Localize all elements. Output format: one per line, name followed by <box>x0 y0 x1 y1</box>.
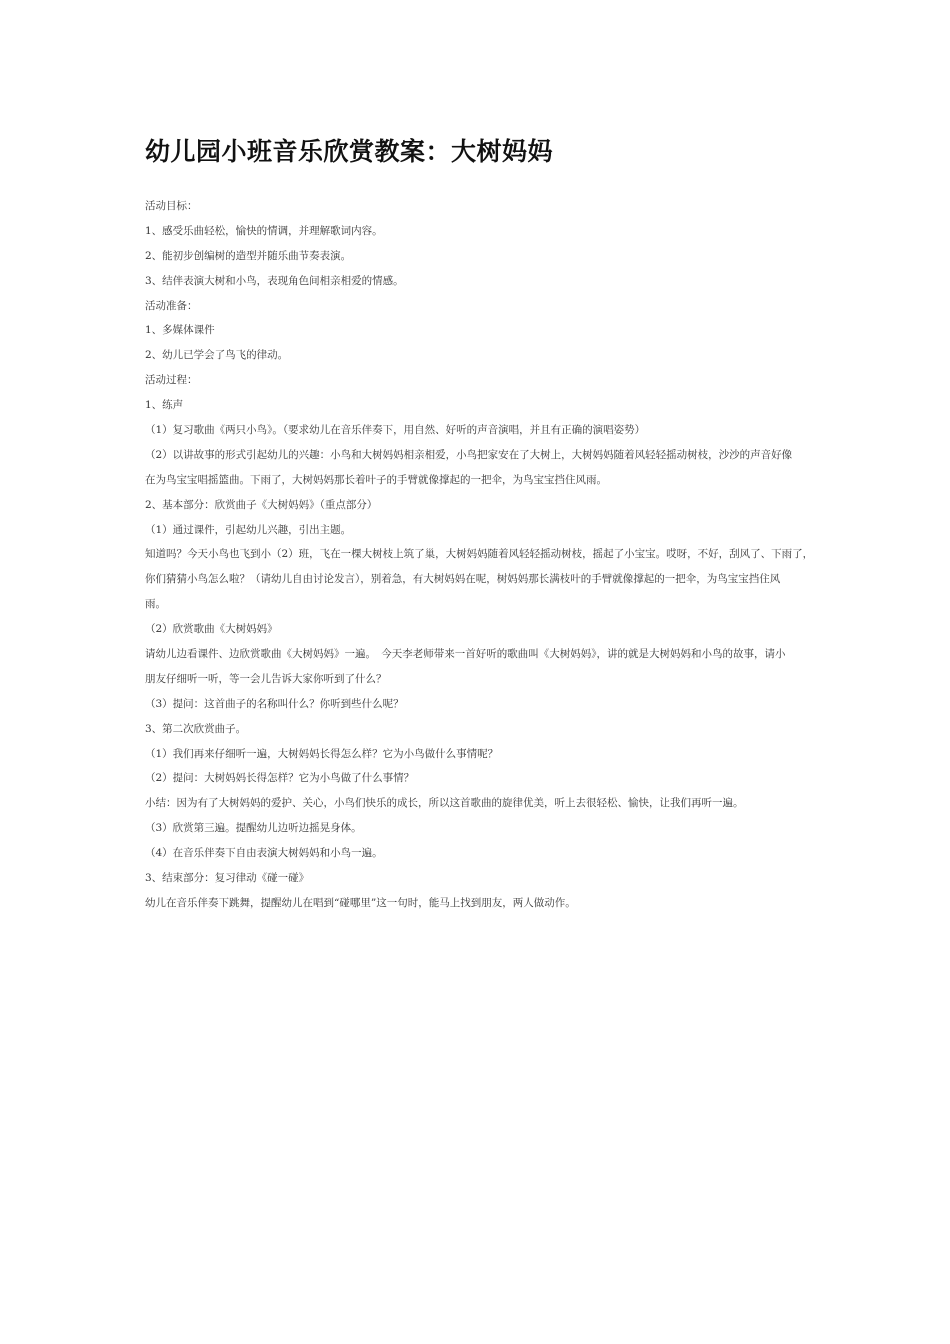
process-step-heading: 3、第二次欣赏曲子。 <box>145 722 247 735</box>
body-paragraph-line: （2）以讲故事的形式引起幼儿的兴趣：小鸟和大树妈妈相亲相爱，小鸟把家安在了大树上，大树妈妈随着风轻轻摇动树枝，沙沙的声音好像 <box>145 448 793 461</box>
body-paragraph-line: 在为鸟宝宝唱摇篮曲。下雨了，大树妈妈那长着叶子的手臂就像撑起的一把伞，为鸟宝宝挡住风雨。 <box>145 473 607 486</box>
body-paragraph-line: （3）欣赏第三遍。提醒幼儿边听边摇晃身体。 <box>145 822 362 835</box>
section-heading-goals: 活动目标： <box>145 200 198 212</box>
preparation-item: 1、多媒体课件 <box>145 324 215 337</box>
body-paragraph-line: 知道吗？今天小鸟也飞到小（2）班，飞在一棵大树枝上筑了巢，大树妈妈随着风轻轻摇动树枝，摇起了小宝宝。哎呀，不好，刮风了、下雨了， <box>145 548 814 561</box>
body-paragraph-line: 朋友仔细听一听，等一会儿告诉大家你听到了什么？ <box>145 672 387 685</box>
body-paragraph-line: （1）通过课件，引起幼儿兴趣，引出主题。 <box>145 523 352 536</box>
document-body <box>145 194 815 916</box>
goal-item: 1、感受乐曲轻松，愉快的情调，并理解歌词内容。 <box>145 224 383 237</box>
section-heading-preparation: 活动准备： <box>145 299 198 312</box>
body-paragraph-line: 你们猜猜小鸟怎么啦？（请幼儿自由讨论发言），别着急，有大树妈妈在呢，树妈妈那长满枝叶的手臂就像撑起的一把伞，为鸟宝宝挡住风 <box>145 573 781 586</box>
body-paragraph-line: （1）复习歌曲《两只小鸟》。（要求幼儿在音乐伴奏下，用自然、好听的声音演唱，并且有正确的演唱姿势） <box>145 424 646 437</box>
body-paragraph-line: 请幼儿边看课件、边欣赏歌曲《大树妈妈》一遍。 今天李老师带来一首好听的歌曲叫《大树妈妈》，讲的就是大树妈妈和小鸟的故事，请小 <box>145 648 786 661</box>
body-paragraph-line: （2）提问：大树妈妈长得怎样？它为小鸟做了什么事情？ <box>145 772 415 785</box>
section-heading-process: 活动过程： <box>145 374 198 387</box>
preparation-item: 2、幼儿已学会了鸟飞的律动。 <box>145 349 289 362</box>
process-step-heading: 3、结束部分：复习律动《碰一碰》 <box>145 872 310 885</box>
process-step-heading: 1、练声 <box>145 399 184 412</box>
goal-item: 3、结伴表演大树和小鸟，表现角色间相亲相爱的情感。 <box>145 274 404 287</box>
body-paragraph-line: 小结：因为有了大树妈妈的爱护、关心，小鸟们快乐的成长，所以这首歌曲的旋律优美，听上去很轻松、愉快，让我们再听一遍。 <box>145 797 744 810</box>
process-step-heading: 2、基本部分：欣赏曲子《大树妈妈》（重点部分） <box>145 498 378 511</box>
document-title: 幼儿园小班音乐欣赏教案：大树妈妈 <box>145 137 554 166</box>
body-paragraph-line: （4）在音乐伴奏下自由表演大树妈妈和小鸟一遍。 <box>145 847 383 860</box>
goal-item: 2、能初步创编树的造型并随乐曲节奏表演。 <box>145 249 352 262</box>
body-paragraph-line: （1）我们再来仔细听一遍，大树妈妈长得怎么样？它为小鸟做什么事情呢？ <box>145 747 499 760</box>
body-paragraph-line: （2）欣赏歌曲《大树妈妈》 <box>145 623 278 636</box>
body-paragraph-line: 幼儿在音乐伴奏下跳舞，提醒幼儿在唱到“碰哪里”这一句时，能马上找到朋友，两人做动作。 <box>145 896 576 909</box>
body-paragraph-line: （3）提问：这首曲子的名称叫什么？你听到些什么呢？ <box>145 697 404 710</box>
body-paragraph-line: 雨。 <box>145 598 166 611</box>
